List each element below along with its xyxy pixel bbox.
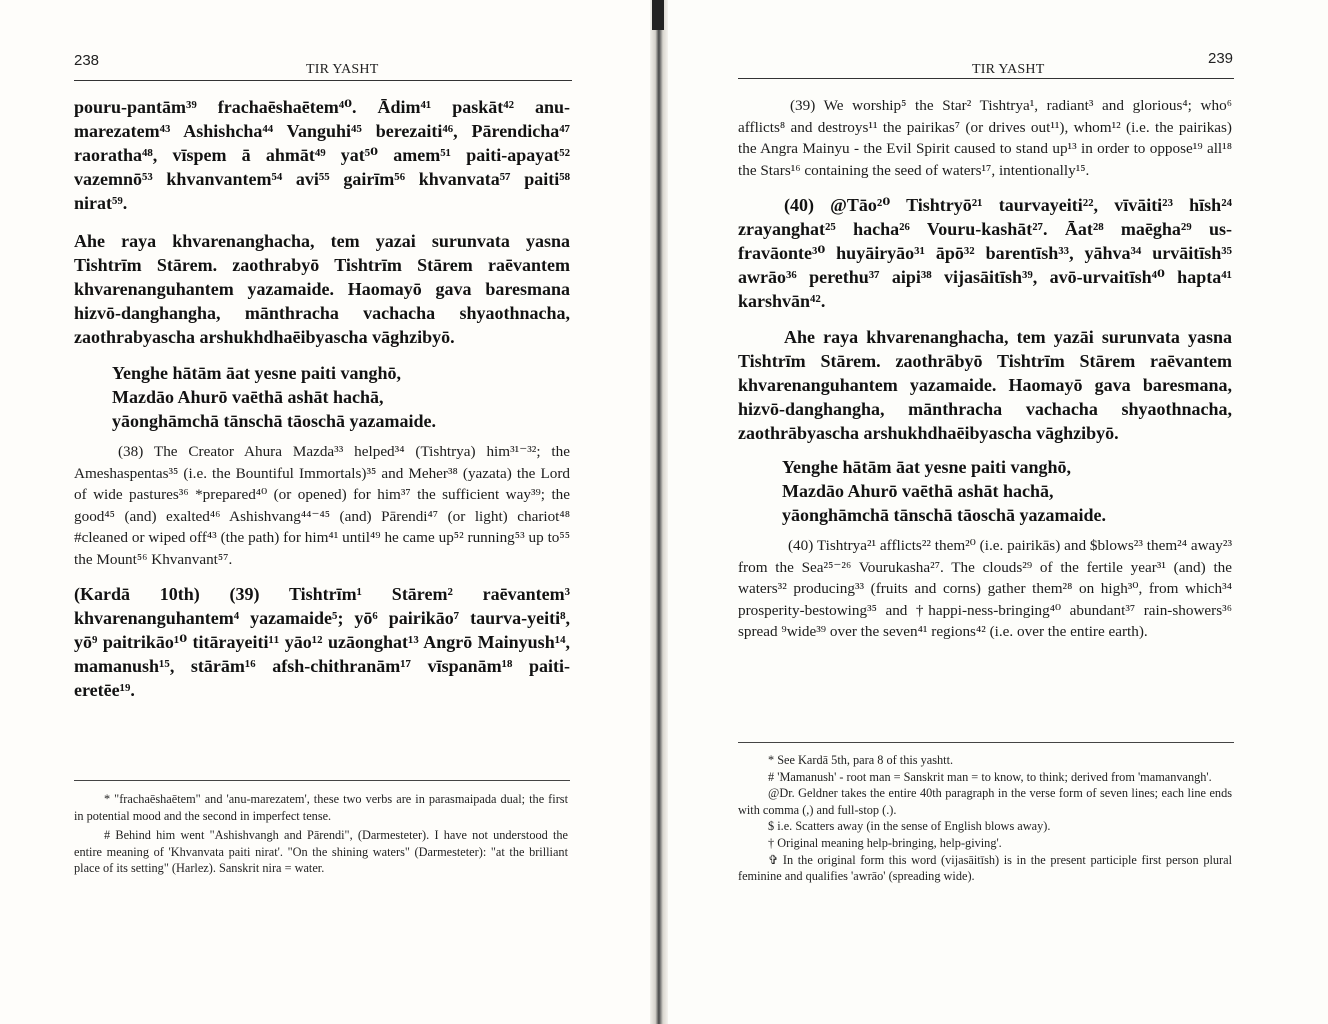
yenghe-hatam-verse	[74, 361, 570, 433]
footnote: † Original meaning help-bringing, help-giving'.	[768, 835, 1002, 850]
right-page	[668, 0, 1328, 1024]
footnote: # Behind him went "Ashishvangh and Pārendi", (Darmesteter). I have not understood the entire meaning of 'Khvanvata paiti nirat'. "On the shining waters" (Darmesteter): "at the brilliant place of its setting" (Harlez). Sanskrit nira = water.	[74, 828, 568, 876]
avestan-invocation: Ahe raya khvarenanghacha, tem yazāi surunvata yasna Tishtrīm Stārem. zaothrābyō Tishtrīm Stārem raēvantem khvarenanguhantem yazamaide. Haomayō gava baresmana, hizvō-danghangha, mānthracha vachacha shyaothnacha, zaothrābyascha arshukhdhaēibyascha vāghzibyō.	[738, 327, 1232, 443]
page-number: 239	[1208, 50, 1234, 67]
header-rule	[738, 78, 1234, 79]
translation-38: (38) The Creator Ahura Mazda³³ helped³⁴ (Tishtrya) him³¹⁻³²; the Ameshaspentas³⁵ (i.e. the Bountiful Immortals)³⁵ and Meher³⁸ (yazata) the Lord of wide pastures³⁶ *prepared⁴⁰ (or opened) for him³⁷ the sufficient way³⁹; the good⁴⁵ (and) exalted⁴⁶ Ashishvang⁴⁴⁻⁴⁵ (and) Pārendi⁴⁷ (or light) chariot⁴⁸ #cleaned or wiped off⁴³ (the path) for him⁴¹ until⁴⁹ he came up⁵² running⁵³ up to⁵⁵ the Mount⁵⁶ Khvanvant⁵⁷.	[74, 443, 570, 568]
left-page	[0, 0, 650, 1024]
book-gutter	[650, 0, 668, 1024]
footnote: # 'Mamanush' - root man = Sanskrit man = to know, to think; derived from 'mamanvangh'.	[768, 769, 1212, 784]
translation-40: (40) Tishtrya²¹ afflicts²² them²⁰ (i.e. pairikās) and $blows²³ them²⁴ away²³ from the Sea²⁵⁻²⁶ Vourukasha²⁷. The clouds²⁹ of the fertile year³¹ (and) the waters³² producing³³ (fruits and corns) gather them²⁸ on high³⁰, from which³⁴ prosperity-bestowing³⁵ and †happi-ness-bringing⁴⁰ abundant³⁷ rain-showers³⁶ spread ⁹wide³⁹ over the seven⁴¹ regions⁴² (i.e. over the entire earth).	[738, 537, 1232, 640]
right-footnotes	[738, 752, 1232, 885]
right-body	[738, 95, 1232, 643]
translation-39: (39) We worship⁵ the Star² Tishtrya¹, radiant³ and glorious⁴; who⁶ afflicts⁸ and destroys¹¹ the pairikas⁷ (or drives out¹¹), whom¹² (i.e. the pairikas) the Angra Mainyu - the Evil Spirit caused to stand up¹³ in order to oppose¹⁹ all¹⁸ the Stars¹⁶ containing the seed of waters¹⁷, intentionally¹⁵.	[738, 97, 1232, 179]
footnote: $ i.e. Scatters away (in the sense of English blows away).	[768, 819, 1051, 834]
avestan-passage-40: (40) @Tāo²⁰ Tishtryō²¹ taurvayeiti²², vīvāiti²³ hīsh²⁴ zrayanghat²⁵ hacha²⁶ Vouru-kashāt²⁷. Āat²⁸ maēgha²⁹ us-fravāonte³⁰ huyāiryāo³¹ āpō³² barentīsh³³, yāhva³⁴ urvāitīsh³⁵ awrāo³⁶ perethu³⁷ aipi³⁸ vijasāitīsh³⁹, avō-urvaitīsh⁴⁰ hapta⁴¹ karshvān⁴².	[738, 195, 1232, 311]
footnote: * See Kardā 5th, para 8 of this yashtt.	[768, 753, 954, 767]
running-head: TIR YASHT	[972, 62, 1045, 77]
avestan-invocation: Ahe raya khvarenanghacha, tem yazai surunvata yasna Tishtrīm Stārem. zaothrabyō Tishtrīm Stārem raēvantem khvarenanguhantem yazamaide. Haomayō gava baresmana hizvō-danghangha, mānthracha vachacha shyaothnacha, zaothrabyascha arshukhdhaēibyascha vāghzibyō.	[74, 231, 570, 347]
avestan-passage-38: pouru-pantām³⁹ frachaēshaētem⁴⁰. Ādim⁴¹ paskāt⁴² anu-marezatem⁴³ Ashishcha⁴⁴ Vanguhi⁴⁵ berezaiti⁴⁶, Pārendicha⁴⁷ raoratha⁴⁸, vīspem ā ahmāt⁴⁹ yat⁵⁰ amem⁵¹ paiti-apayat⁵² vazemnō⁵³ khvanvantem⁵⁴ avi⁵⁵ gairīm⁵⁶ khvanvata⁵⁷ paiti⁵⁸ nirat⁵⁹.	[74, 97, 570, 213]
left-footnotes	[74, 791, 568, 877]
running-head: TIR YASHT	[306, 62, 379, 77]
verse-line: yāonghāmchā tānschā tāoschā yazamaide.	[782, 505, 1107, 525]
footnote-rule	[74, 780, 570, 781]
verse-line: Mazdāo Ahurō vaēthā ashāt hachā,	[112, 387, 384, 407]
footnote: @Dr. Geldner takes the entire 40th paragraph in the verse form of seven lines; each line ends with comma (,) and full-stop (.).	[738, 786, 1232, 817]
left-body	[74, 95, 570, 702]
avestan-passage-39: (Kardā 10th) (39) Tishtrīm¹ Stārem² raēvantem³ khvarenanguhantem⁴ yazamaide⁵; yō⁶ pairikāo⁷ taurva-yeiti⁸, yō⁹ paitrikāo¹⁰ titārayeiti¹¹ yāo¹² uzāonghat¹³ Angrō Mainyush¹⁴, mamanush¹⁵, stārām¹⁶ afsh-chithranām¹⁷ vīspanām¹⁸ paiti-eretēe¹⁹.	[74, 584, 570, 700]
verse-line: Yenghe hātām āat yesne paiti vanghō,	[782, 457, 1072, 477]
page-number: 238	[74, 52, 100, 69]
footnote: ✞ In the original form this word (vijasāitīsh) is in the present participle first person plural feminine and qualifies 'awrāo' (spreading wide).	[738, 852, 1232, 884]
header-rule	[74, 80, 572, 81]
verse-line: Mazdāo Ahurō vaēthā ashāt hachā,	[782, 481, 1054, 501]
gutter-shadow	[652, 0, 664, 30]
footnote: * "frachaēshaētem" and 'anu-marezatem', these two verbs are in parasmaipada dual; the first in potential mood and the second in imperfect tense.	[74, 792, 568, 823]
verse-line: yāonghāmchā tānschā tāoschā yazamaide.	[112, 411, 437, 431]
footnote-rule	[738, 742, 1234, 743]
verse-line: Yenghe hātām āat yesne paiti vanghō,	[112, 363, 402, 383]
yenghe-hatam-verse	[738, 455, 1232, 527]
